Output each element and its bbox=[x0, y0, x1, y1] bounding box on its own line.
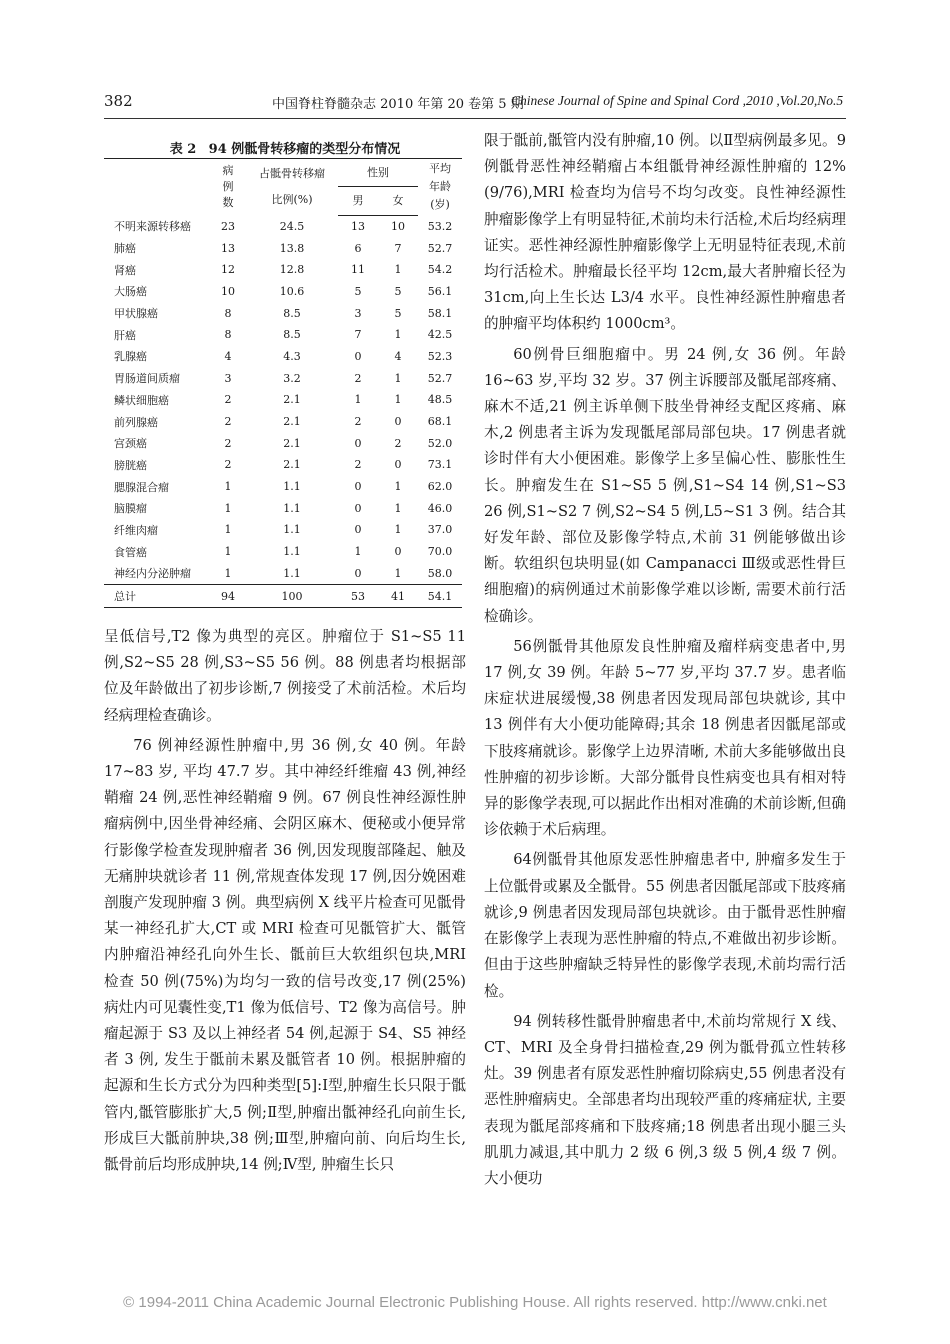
header-rule bbox=[104, 118, 846, 119]
journal-title-cn: 中国脊柱脊髓杂志 2010 年第 20 卷第 5 期 bbox=[272, 97, 524, 112]
cell-pct: 1.1 bbox=[283, 545, 301, 559]
cell-pct: 8.5 bbox=[283, 328, 301, 342]
cell-age: 73.1 bbox=[427, 458, 453, 472]
cell-f: 1 bbox=[394, 328, 402, 342]
cell-m: 0 bbox=[354, 566, 362, 580]
cell-n: 10 bbox=[221, 284, 235, 298]
cell-f: 1 bbox=[394, 371, 402, 385]
table-caption bbox=[104, 138, 466, 157]
cell-pct: 24.5 bbox=[279, 219, 305, 233]
metastasis-table bbox=[104, 158, 462, 608]
cell-f: 1 bbox=[394, 480, 402, 494]
cell-f: 1 bbox=[394, 263, 402, 277]
cell-f: 1 bbox=[394, 523, 402, 537]
table-label: 表 2 bbox=[169, 142, 197, 157]
cell-age: 54.2 bbox=[427, 263, 453, 277]
page-number: 382 bbox=[104, 92, 133, 110]
cell-age: 58.1 bbox=[427, 306, 453, 320]
cell-name: 肺癌 bbox=[114, 242, 136, 256]
cell-m: 2 bbox=[354, 371, 362, 385]
cell-n: 1 bbox=[224, 566, 232, 580]
total-f: 41 bbox=[378, 585, 418, 608]
cell-name: 肝癌 bbox=[114, 328, 136, 342]
header-type bbox=[104, 159, 210, 216]
cell-f: 1 bbox=[394, 501, 402, 515]
cell-m: 2 bbox=[354, 458, 362, 472]
cell-age: 70.0 bbox=[427, 545, 453, 559]
cell-pct: 2.1 bbox=[283, 436, 301, 450]
cell-name: 纤维肉瘤 bbox=[114, 523, 158, 537]
cell-age: 62.0 bbox=[427, 480, 453, 494]
cell-f: 10 bbox=[391, 219, 405, 233]
table-total-row bbox=[104, 585, 462, 608]
total-age: 54.1 bbox=[418, 585, 462, 608]
cell-name: 膀胱癌 bbox=[114, 458, 147, 472]
cell-n: 2 bbox=[224, 458, 232, 472]
table-row bbox=[104, 519, 462, 541]
cell-name: 神经内分泌肿瘤 bbox=[114, 567, 191, 581]
cell-pct: 3.2 bbox=[283, 371, 301, 385]
header-male: 男 bbox=[338, 187, 378, 215]
cell-m: 1 bbox=[354, 545, 362, 559]
table-row bbox=[104, 563, 462, 585]
table-body bbox=[104, 215, 462, 607]
cell-name: 胃肠道间质瘤 bbox=[114, 372, 180, 386]
paragraph: 64例骶骨其他原发恶性肿瘤患者中, 肿瘤多发生于上位骶骨或累及全骶骨。55 例患者因骶尾部或下肢疼痛就诊,9 例患者因发现局部包块就诊。由于骶骨恶性肿瘤在影像学上表现为恶性肿瘤的特点,不难做出初步诊断。但由于这些肿瘤缺乏特异性的影像学表现,术前均需行活检。 bbox=[484, 851, 846, 1000]
cell-pct: 12.8 bbox=[279, 263, 305, 277]
cell-name: 大肠癌 bbox=[114, 285, 147, 299]
cell-pct: 2.1 bbox=[283, 458, 301, 472]
cell-n: 23 bbox=[221, 219, 235, 233]
cell-m: 11 bbox=[351, 263, 365, 277]
table-row bbox=[104, 302, 462, 324]
header-cases: 病例数 bbox=[210, 159, 246, 216]
paragraph: 56例骶骨其他原发良性肿瘤及瘤样病变患者中,男 17 例,女 39 例。年龄 5~77 岁,平均 37.7 岁。患者临床症状进展缓慢,38 例患者因发现局部包块就诊, 其中 13 例伴有大小便功能障碍;其余 18 例患者因骶尾部或下肢疼痛就诊。影像学上边界清晰, 术前大多能够做出良性肿瘤的初步诊断。大部分骶骨良性病变也具有相对特异的影像学表现,可以据此作出相对准确的术前诊断,但确诊依赖于术后病理。 bbox=[484, 637, 846, 839]
cell-n: 1 bbox=[224, 523, 232, 537]
cell-name: 食管癌 bbox=[114, 545, 147, 559]
cell-pct: 2.1 bbox=[283, 393, 301, 407]
cell-m: 2 bbox=[354, 415, 362, 429]
cell-m: 0 bbox=[354, 436, 362, 450]
cell-f: 0 bbox=[394, 458, 402, 472]
cell-m: 0 bbox=[354, 501, 362, 515]
header-female: 女 bbox=[378, 187, 418, 215]
cell-n: 3 bbox=[224, 371, 232, 385]
cell-pct: 2.1 bbox=[283, 415, 301, 429]
table-row bbox=[104, 497, 462, 519]
cell-m: 0 bbox=[354, 523, 362, 537]
cell-n: 2 bbox=[224, 415, 232, 429]
cell-pct: 1.1 bbox=[283, 501, 301, 515]
paragraph: 94 例转移性骶骨肿瘤患者中,术前均常规行 X 线、CT、MRI 及全身骨扫描检查,29 例为骶骨孤立性转移灶。39 例患者有原发恶性肿瘤切除病史,55 例患者没有恶性肿瘤病史。全部患者均出现较严重的疼痛症状, 主要表现为骶尾部疼痛和下肢疼痛;18 例患者出现小腿三头肌肌力减退,其中肌力 2 级 6 例,3 级 5 例,4 级 7 例。大小便功 bbox=[484, 1012, 846, 1187]
cell-age: 53.2 bbox=[427, 219, 453, 233]
table-row bbox=[104, 389, 462, 411]
cell-m: 6 bbox=[354, 241, 362, 255]
cell-f: 2 bbox=[394, 436, 402, 450]
cell-m: 0 bbox=[354, 349, 362, 363]
cell-f: 5 bbox=[394, 284, 402, 298]
cell-n: 1 bbox=[224, 545, 232, 559]
table-row bbox=[104, 541, 462, 563]
cell-age: 46.0 bbox=[427, 501, 453, 515]
header-sex: 性别 bbox=[338, 159, 418, 187]
cell-m: 7 bbox=[354, 328, 362, 342]
table-row bbox=[104, 281, 462, 303]
cell-name: 宫颈癌 bbox=[114, 437, 147, 451]
cell-name: 甲状腺癌 bbox=[114, 307, 158, 321]
cell-pct: 1.1 bbox=[283, 480, 301, 494]
table-row bbox=[104, 259, 462, 281]
cell-name: 腮腺混合瘤 bbox=[114, 480, 169, 494]
cell-f: 0 bbox=[394, 415, 402, 429]
cell-name: 不明来源转移癌 bbox=[114, 220, 191, 234]
cell-m: 3 bbox=[354, 306, 362, 320]
cell-n: 1 bbox=[224, 501, 232, 515]
cell-age: 42.5 bbox=[427, 328, 453, 342]
cell-m: 0 bbox=[354, 480, 362, 494]
cell-age: 52.0 bbox=[427, 436, 453, 450]
table-row bbox=[104, 367, 462, 389]
cell-n: 13 bbox=[221, 241, 235, 255]
total-m: 53 bbox=[338, 585, 378, 608]
total-pct: 100 bbox=[246, 585, 338, 608]
paragraph: 60例骨巨细胞瘤中。男 24 例,女 36 例。年龄 16~63 岁,平均 32 岁。37 例主诉腰部及骶尾部疼痛、麻木不适,21 例主诉单侧下肢坐骨神经支配区疼痛、麻木,2 例患者主诉为发现骶尾部局部包块。17 例患者就诊时伴有大小便困难。影像学上多呈偏心性、膨胀性生长。肿瘤发生在 S1~S5 5 例,S1~S4 14 例,S1~S3 26 例,S1~S2 7 例,S2~S4 5 例,L5~S1 3 例。结合其好发年龄、部位及影像学特点,术前 31 例能够做出诊断。软组织包块明显(如 Campanacci Ⅲ级或恶性骨巨细胞瘤)的病例通过术前影像学难以诊断, 需要术前行活检确诊。 bbox=[484, 345, 846, 625]
cell-pct: 4.3 bbox=[283, 349, 301, 363]
table-row bbox=[104, 476, 462, 498]
cell-age: 48.5 bbox=[427, 393, 453, 407]
cell-f: 1 bbox=[394, 566, 402, 580]
cell-pct: 1.1 bbox=[283, 566, 301, 580]
cell-n: 2 bbox=[224, 393, 232, 407]
table-row bbox=[104, 411, 462, 433]
cell-m: 5 bbox=[354, 284, 362, 298]
cell-f: 1 bbox=[394, 393, 402, 407]
cell-n: 12 bbox=[221, 263, 235, 277]
cell-n: 4 bbox=[224, 349, 232, 363]
cell-pct: 8.5 bbox=[283, 306, 301, 320]
cell-n: 2 bbox=[224, 436, 232, 450]
cell-pct: 13.8 bbox=[279, 241, 305, 255]
cell-age: 56.1 bbox=[427, 284, 453, 298]
header-age: 平均年龄(岁) bbox=[418, 159, 462, 216]
cell-f: 4 bbox=[394, 349, 402, 363]
cell-age: 68.1 bbox=[427, 415, 453, 429]
cell-age: 52.3 bbox=[427, 349, 453, 363]
cell-age: 52.7 bbox=[427, 241, 453, 255]
total-n: 94 bbox=[210, 585, 246, 608]
table-row bbox=[104, 215, 462, 237]
table-row bbox=[104, 432, 462, 454]
paragraph: 76 例神经源性肿瘤中,男 36 例,女 40 例。年龄 17~83 岁, 平均 47.7 岁。其中神经纤维瘤 43 例,神经鞘瘤 24 例,恶性神经鞘瘤 9 例。67 例良性神经源性肿瘤病例中,因坐骨神经痛、会阴区麻木、便秘或小便异常行影像学检查发现肿瘤者 36 例,因发现腹部隆起、触及无痛肿块就诊者 11 例,常规查体发现 17 例,因分娩困难剖腹产发现肿瘤 3 例。典型病例 X 线平片检查可见骶骨某一神经孔扩大,CT 或 MRI 检查可见骶管扩大、骶管内肿瘤沿神经孔向外生长、骶前巨大软组织包块,MRI 检查 50 例(75%)为均匀一致的信号改变,17 例(25%) 病灶内可见囊性变,T1 像为低信号、T2 像为高信号。肿瘤起源于 S3 及以上神经者 54 例,起源于 S4、S5 神经者 3 例, 发生于骶前未累及骶管者 10 例。根据肿瘤的起源和生长方式分为四种类型[5]:Ⅰ型,肿瘤生长只限于骶管内,骶管膨胀扩大,5 例;Ⅱ型,肿瘤出骶神经孔向前生长,形成巨大骶前肿块,38 例;Ⅲ型,肿瘤向前、向后均生长,骶骨前后均形成肿块,14 例;Ⅳ型, 肿瘤生长只 bbox=[104, 736, 466, 1174]
journal-title-en: Chinese Journal of Spine and Spinal Cord ,2010 ,Vol.20,No.5 bbox=[511, 93, 844, 108]
cell-name: 肾癌 bbox=[114, 263, 136, 277]
paragraph: 限于骶前,骶管内没有肿瘤,10 例。以Ⅱ型病例最多见。9 例骶骨恶性神经鞘瘤占本组骶骨神经源性肿瘤的 12%(9/76),MRI 检查均为信号不均匀改变。良性神经源性肿瘤影像学上有明显特征,术前均未行活检,术后均经病理证实。恶性神经源性肿瘤影像学上无明显特征表现,术前均行活检术。肿瘤最长径平均 12cm,最大者肿瘤长径为 31cm,向上生长达 L3/4 水平。良性神经源性肿瘤患者的肿瘤平均体积约 1000cm³。 bbox=[484, 132, 846, 333]
cell-n: 1 bbox=[224, 480, 232, 494]
copyright-footer: © 1994-2011 China Academic Journal Electronic Publishing House. All rights reserved. http://www.cnki.net bbox=[123, 1294, 827, 1311]
table-row bbox=[104, 454, 462, 476]
cell-age: 58.0 bbox=[427, 566, 453, 580]
cell-f: 5 bbox=[394, 306, 402, 320]
cell-m: 1 bbox=[354, 393, 362, 407]
table-title: 94 例骶骨转移瘤的类型分布情况 bbox=[208, 142, 401, 157]
cell-n: 8 bbox=[224, 328, 232, 342]
paragraph: 呈低信号,T2 像为典型的亮区。肿瘤位于 S1~S5 11 例,S2~S5 28 例,S3~S5 56 例。88 例患者均根据部位及年龄做出了初步诊断,7 例接受了术前活检。术后均经病理检查确诊。 bbox=[104, 628, 466, 724]
total-name: 总计 bbox=[104, 585, 210, 608]
table-row bbox=[104, 324, 462, 346]
header-ratio: 占骶骨转移瘤比例(%) bbox=[246, 159, 338, 216]
cell-name: 脑膜瘤 bbox=[114, 502, 147, 516]
cell-name: 鳞状细胞癌 bbox=[114, 393, 169, 407]
cell-n: 8 bbox=[224, 306, 232, 320]
cell-m: 13 bbox=[351, 219, 365, 233]
table-row bbox=[104, 346, 462, 368]
cell-f: 0 bbox=[394, 545, 402, 559]
cell-name: 前列腺癌 bbox=[114, 415, 158, 429]
cell-f: 7 bbox=[394, 241, 402, 255]
cell-name: 乳腺癌 bbox=[114, 350, 147, 364]
cell-pct: 1.1 bbox=[283, 523, 301, 537]
table-row bbox=[104, 237, 462, 259]
left-column-text bbox=[104, 624, 466, 1178]
cell-pct: 10.6 bbox=[279, 284, 305, 298]
cell-age: 37.0 bbox=[427, 523, 453, 537]
right-column-text bbox=[484, 128, 846, 1192]
cell-age: 52.7 bbox=[427, 371, 453, 385]
